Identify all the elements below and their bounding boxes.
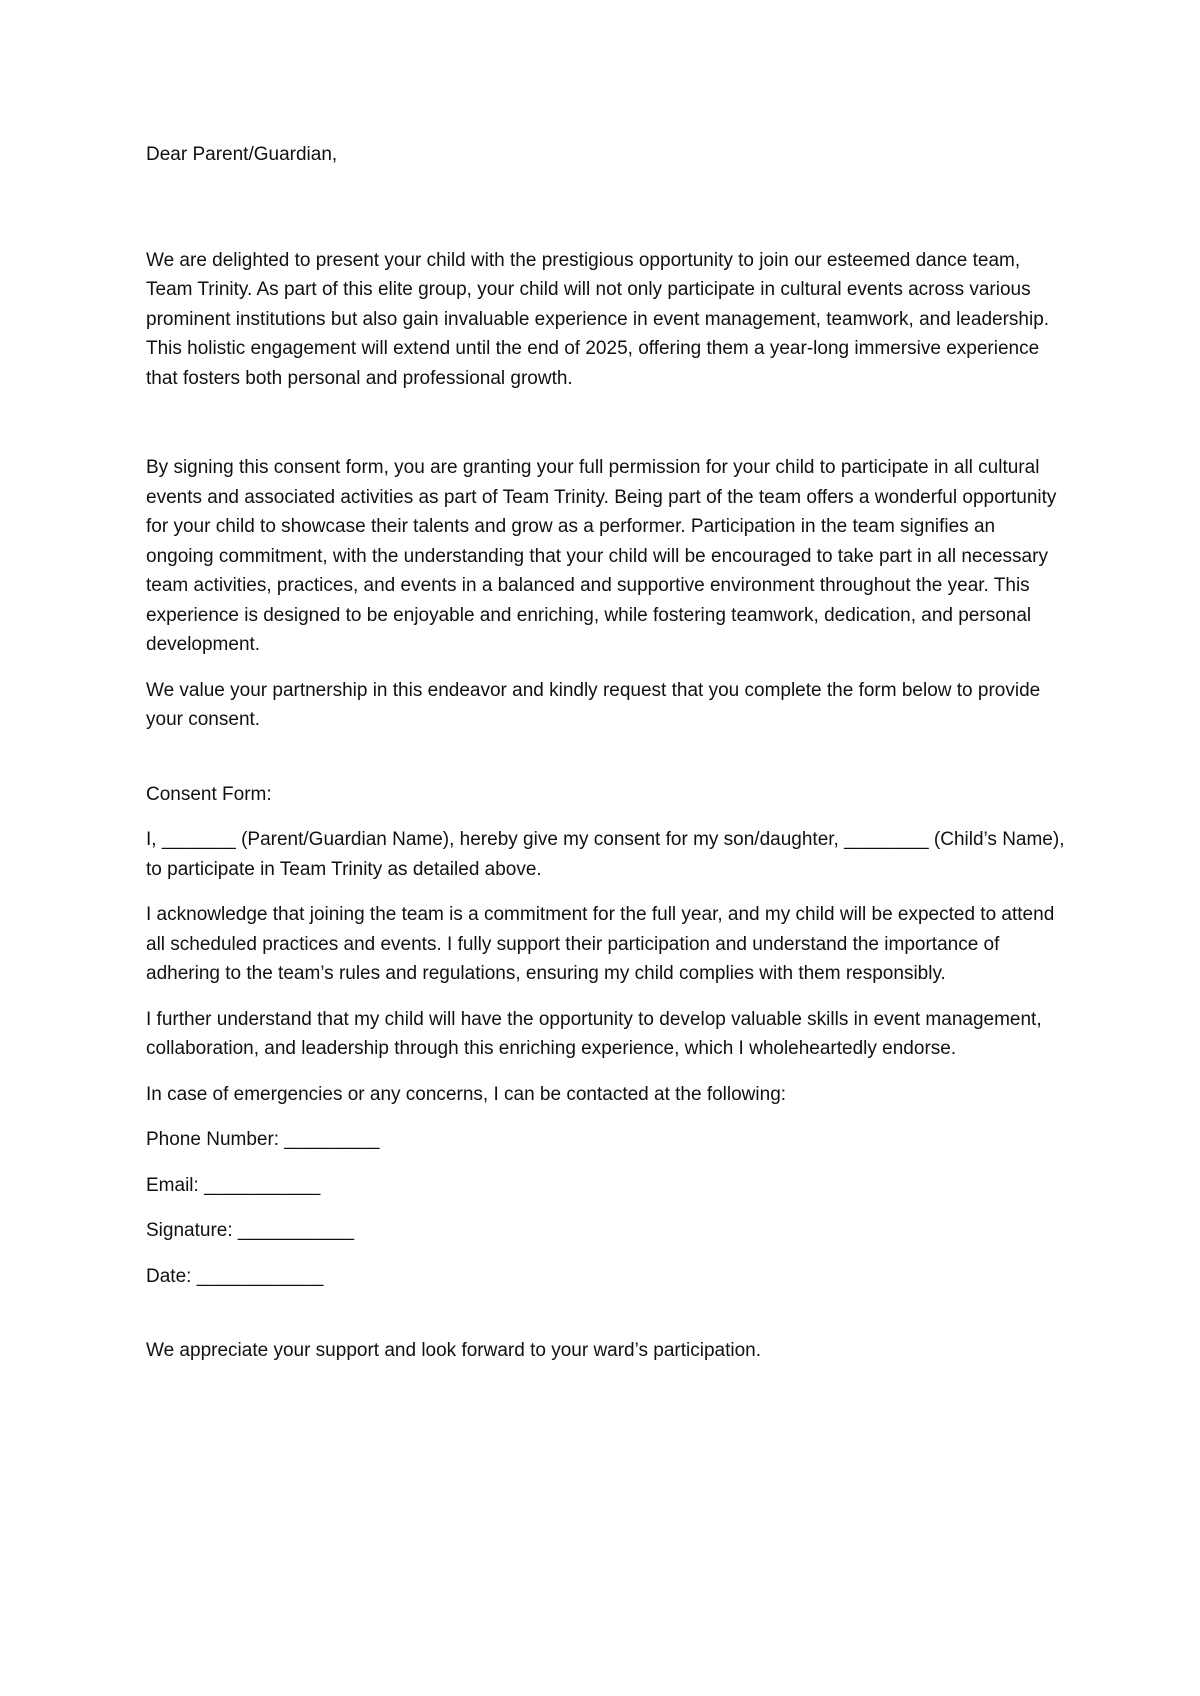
closing-line: We appreciate your support and look forward to your ward’s participation. xyxy=(146,1340,762,1361)
date-field: Date: ____________ xyxy=(146,1265,324,1287)
signature-field: Signature: ___________ xyxy=(146,1220,355,1241)
letter-document xyxy=(146,140,1066,1366)
consent-statement: I, _______ (Parent/Guardian Name), hereby give my consent for my son/daughter, ________ (Child’s Name), to participate in Team Trinity as detailed above. xyxy=(146,829,1065,880)
phone-field: Phone Number: _________ xyxy=(146,1129,380,1150)
email-field: Email: ___________ xyxy=(146,1174,321,1196)
acknowledge-paragraph: I acknowledge that joining the team is a commitment for the full year, and my child will be expected to attend all scheduled practices and events. I fully support their participation and understand the importance of adhering to the team’s rules and regulations, ensuring my child complies with them responsibly. xyxy=(146,904,1055,984)
partnership-paragraph: We value your partnership in this endeavor and kindly request that you complete the form below to provide your consent. xyxy=(146,679,1041,730)
salutation: Dear Parent/Guardian, xyxy=(146,144,338,165)
further-paragraph: I further understand that my child will have the opportunity to develop valuable skills in event management, collaboration, and leadership through this enriching experience, which I wholeheartedly endorse. xyxy=(146,1008,1042,1059)
consent-paragraph: By signing this consent form, you are granting your full permission for your child to participate in all cultural events and associated activities as part of Team Trinity. Being part of the team offers a wonderful opportunity for your child to showcase their talents and grow as a performer. Participation in the team signifies an ongoing commitment, with the understanding that your child will be encouraged to take part in all necessary team activities, practices, and events in a balanced and supportive environment throughout the year. This experience is designed to be enjoyable and enriching, while fostering teamwork, dedication, and personal development. xyxy=(146,457,1057,655)
intro-paragraph: We are delighted to present your child with the prestigious opportunity to join our esteemed dance team, Team Trinity. As part of this elite group, your child will not only participate in cultural events across various prominent institutions but also gain invaluable experience in event management, teamwork, and leadership. This holistic engagement will extend until the end of 2025, offering them a year-long immersive experience that fosters both personal and professional growth. xyxy=(146,249,1050,389)
form-heading: Consent Form: xyxy=(146,783,272,805)
emergency-line: In case of emergencies or any concerns, I can be contacted at the following: xyxy=(146,1083,787,1105)
